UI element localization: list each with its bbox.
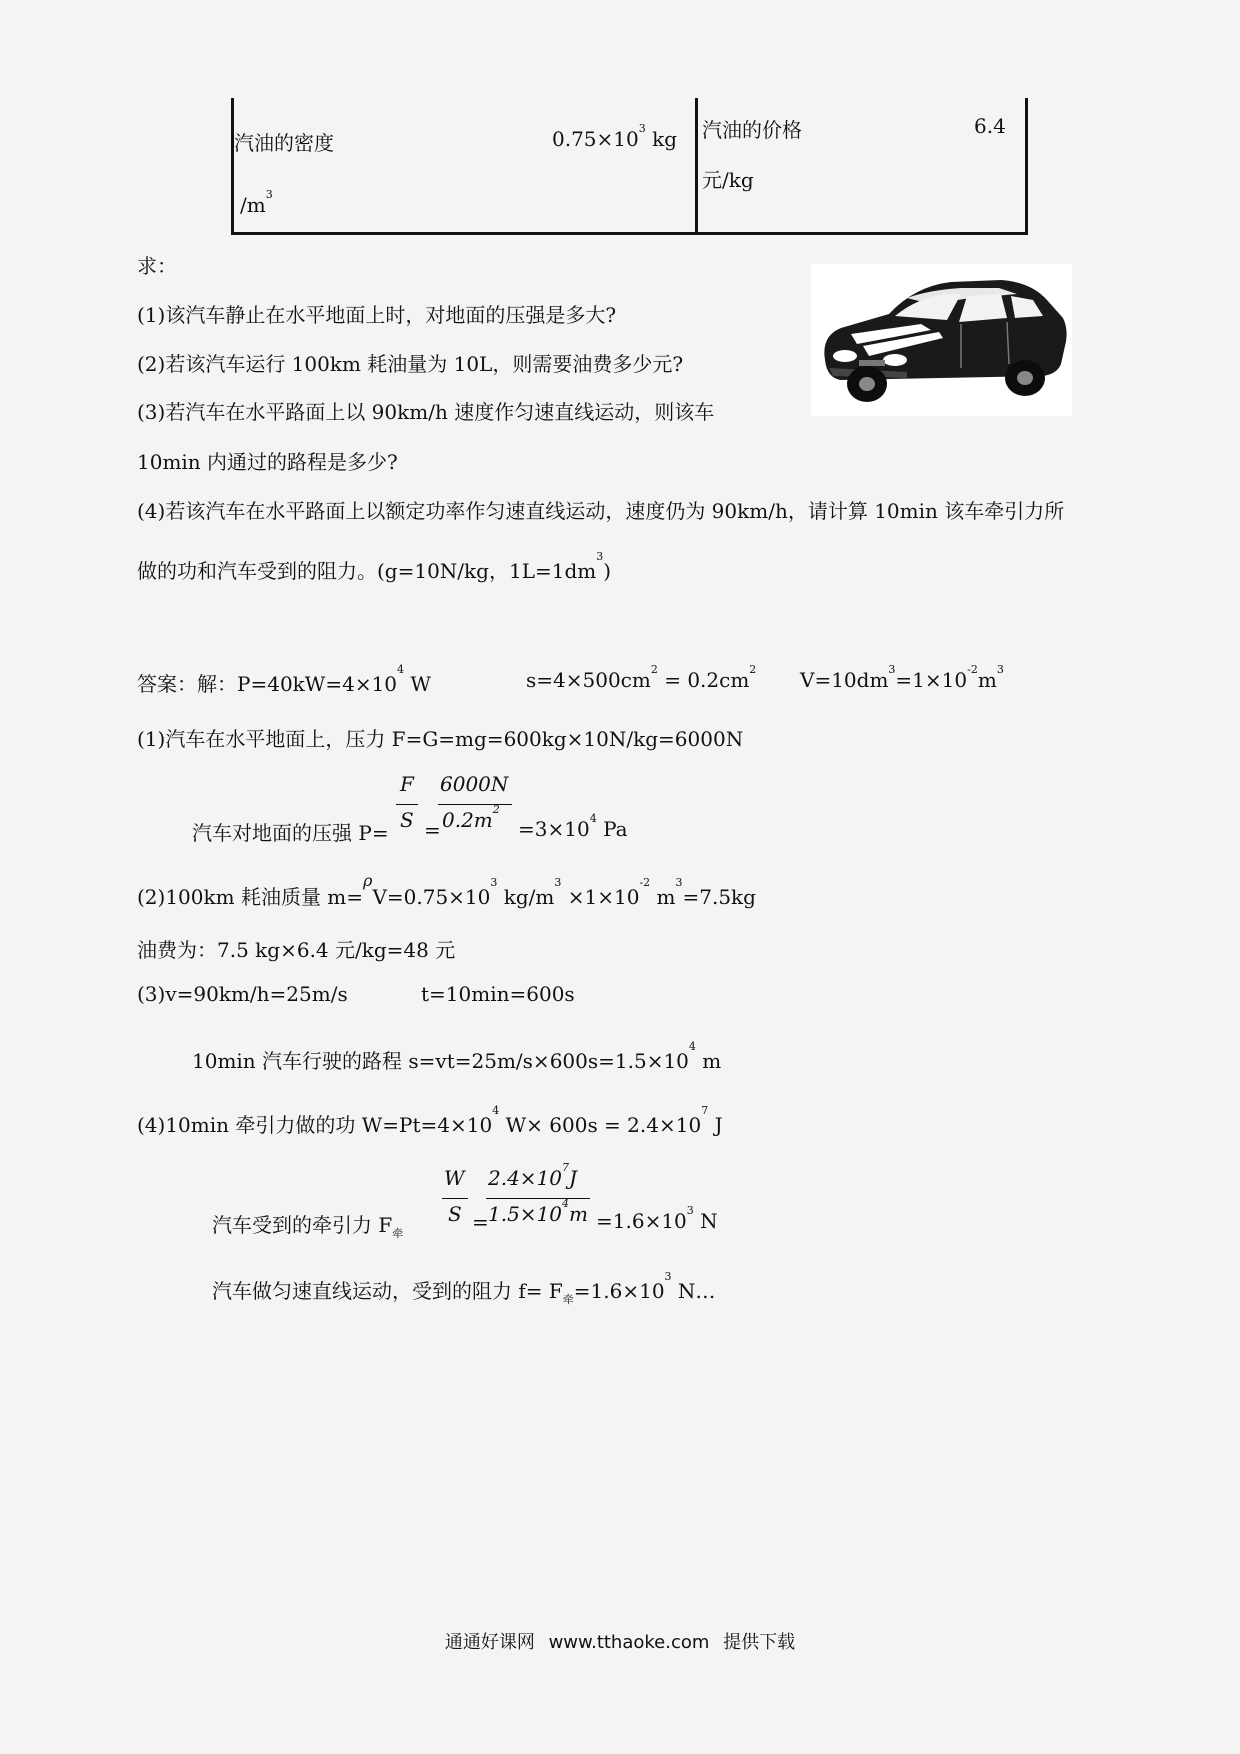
price-unit: 元/kg bbox=[702, 168, 754, 192]
answer-2-fuel-cost: 油费为：7.5 kg×6.4 元/kg=48 元 bbox=[137, 938, 456, 962]
table-border-bottom bbox=[231, 232, 1028, 235]
footer-site-name: 通通好课网 bbox=[444, 1632, 535, 1653]
fraction-denominator: S bbox=[448, 1202, 462, 1226]
footer-tail: 提供下载 bbox=[723, 1632, 796, 1653]
traction-result: $=1.6\times 10^3$ N bbox=[596, 1204, 718, 1233]
table-border-left bbox=[231, 98, 234, 235]
answer-3-velocity: (3)v=90km/h=25m/s bbox=[137, 982, 348, 1006]
answer-3-time: t=10min=600s bbox=[421, 982, 575, 1006]
question-1: (1)该汽车静止在水平地面上时，对地面的压强是多大? bbox=[137, 303, 617, 327]
price-label: 汽油的价格 bbox=[702, 118, 802, 142]
question-4-line-2: 做的功和汽车受到的阻力。(g=10N/kg，$1L=1dm^3$) bbox=[137, 550, 612, 583]
density-unit: $/m^3$ bbox=[240, 188, 273, 217]
fraction-numerator: 6000N bbox=[440, 772, 509, 796]
fraction-f-over-s bbox=[396, 772, 418, 836]
table-border-mid bbox=[695, 98, 698, 235]
data-table bbox=[231, 98, 1028, 235]
fraction-denominator: $0.2m^2$ bbox=[442, 803, 500, 832]
fraction-work-over-distance bbox=[486, 1161, 590, 1230]
price-value: 6.4 bbox=[974, 114, 1006, 138]
equals-sign: = bbox=[424, 818, 441, 842]
density-label: 汽油的密度 bbox=[234, 131, 334, 155]
answer-4-work: (4)10min 牵引力做的功 $W=Pt=4\times 10^4$ $W\times 600s = 2.4\times 10^7$ J bbox=[137, 1104, 723, 1137]
answer-given-area: $s=4\times 500cm^2 = 0.2cm^2$ bbox=[526, 663, 757, 692]
question-4-line-1: (4)若该汽车在水平路面上以额定功率作匀速直线运动，速度仍为 90km/h，请计算 10min 该车牵引力所 bbox=[137, 499, 1065, 523]
fraction-6000n-over-area bbox=[438, 772, 512, 836]
fraction-denominator: S bbox=[400, 808, 414, 832]
answer-given-volume: $V=10dm^3=1\times 10^{-2}m^3$ bbox=[800, 663, 1004, 692]
answer-4-resistance: 汽车做匀速直线运动，受到的阻力 $f= F_牵=1.6\times 10^3$ N… bbox=[212, 1270, 716, 1306]
answer-given-power: 答案：解：$P=40kW=4\times 10^4$ W bbox=[137, 663, 431, 696]
fraction-numerator: $2.4\times 10^7J$ bbox=[488, 1161, 578, 1190]
density-value: $0.75\times 10^3$ kg bbox=[552, 122, 678, 151]
question-3-line-1: (3)若汽车在水平路面上以 90km/h 速度作匀速直线运动，则该车 bbox=[137, 400, 715, 424]
fraction-numerator: W bbox=[444, 1166, 465, 1190]
question-3-line-2: 10min 内通过的路程是多少? bbox=[137, 450, 398, 474]
question-2: (2)若该汽车运行 100km 耗油量为 10L，则需要油费多少元? bbox=[137, 352, 684, 376]
page-footer bbox=[0, 1628, 1240, 1654]
equals-sign: = bbox=[472, 1210, 489, 1234]
fraction-w-over-s bbox=[442, 1166, 468, 1230]
answer-4-traction-label: 汽车受到的牵引力 $F_牵$ bbox=[212, 1213, 404, 1240]
fraction-numerator: F bbox=[400, 772, 414, 796]
fraction-bar bbox=[438, 804, 512, 805]
answer-1-pressure-label: 汽车对地面的压强 P= bbox=[192, 821, 389, 845]
answer-2-fuel-mass: (2)100km 耗油质量 $m=^\rho V=0.75\times 10^3$ $kg/m^3 \times 1\times 10^{-2}$ $m^3=7.5kg$ bbox=[137, 871, 756, 909]
fraction-denominator: $1.5\times 10^4m$ bbox=[488, 1197, 588, 1226]
fraction-bar bbox=[486, 1198, 590, 1199]
pressure-result: $=3\times 10^4$ Pa bbox=[518, 812, 628, 841]
answer-3-distance: 10min 汽车行驶的路程 $s=vt=25m/s\times 600s=1.5\times 10^4$ m bbox=[192, 1040, 722, 1073]
fraction-bar bbox=[442, 1198, 468, 1199]
questions-intro: 求： bbox=[137, 254, 177, 278]
table-border-right bbox=[1025, 98, 1028, 235]
answer-1-pressure-force: (1)汽车在水平地面上，压力 F=G=mg=600kg×10N/kg=6000N bbox=[137, 727, 744, 751]
fraction-bar bbox=[396, 804, 418, 805]
car-image bbox=[811, 264, 1072, 416]
footer-url[interactable]: www.tthaoke.com bbox=[548, 1632, 710, 1653]
